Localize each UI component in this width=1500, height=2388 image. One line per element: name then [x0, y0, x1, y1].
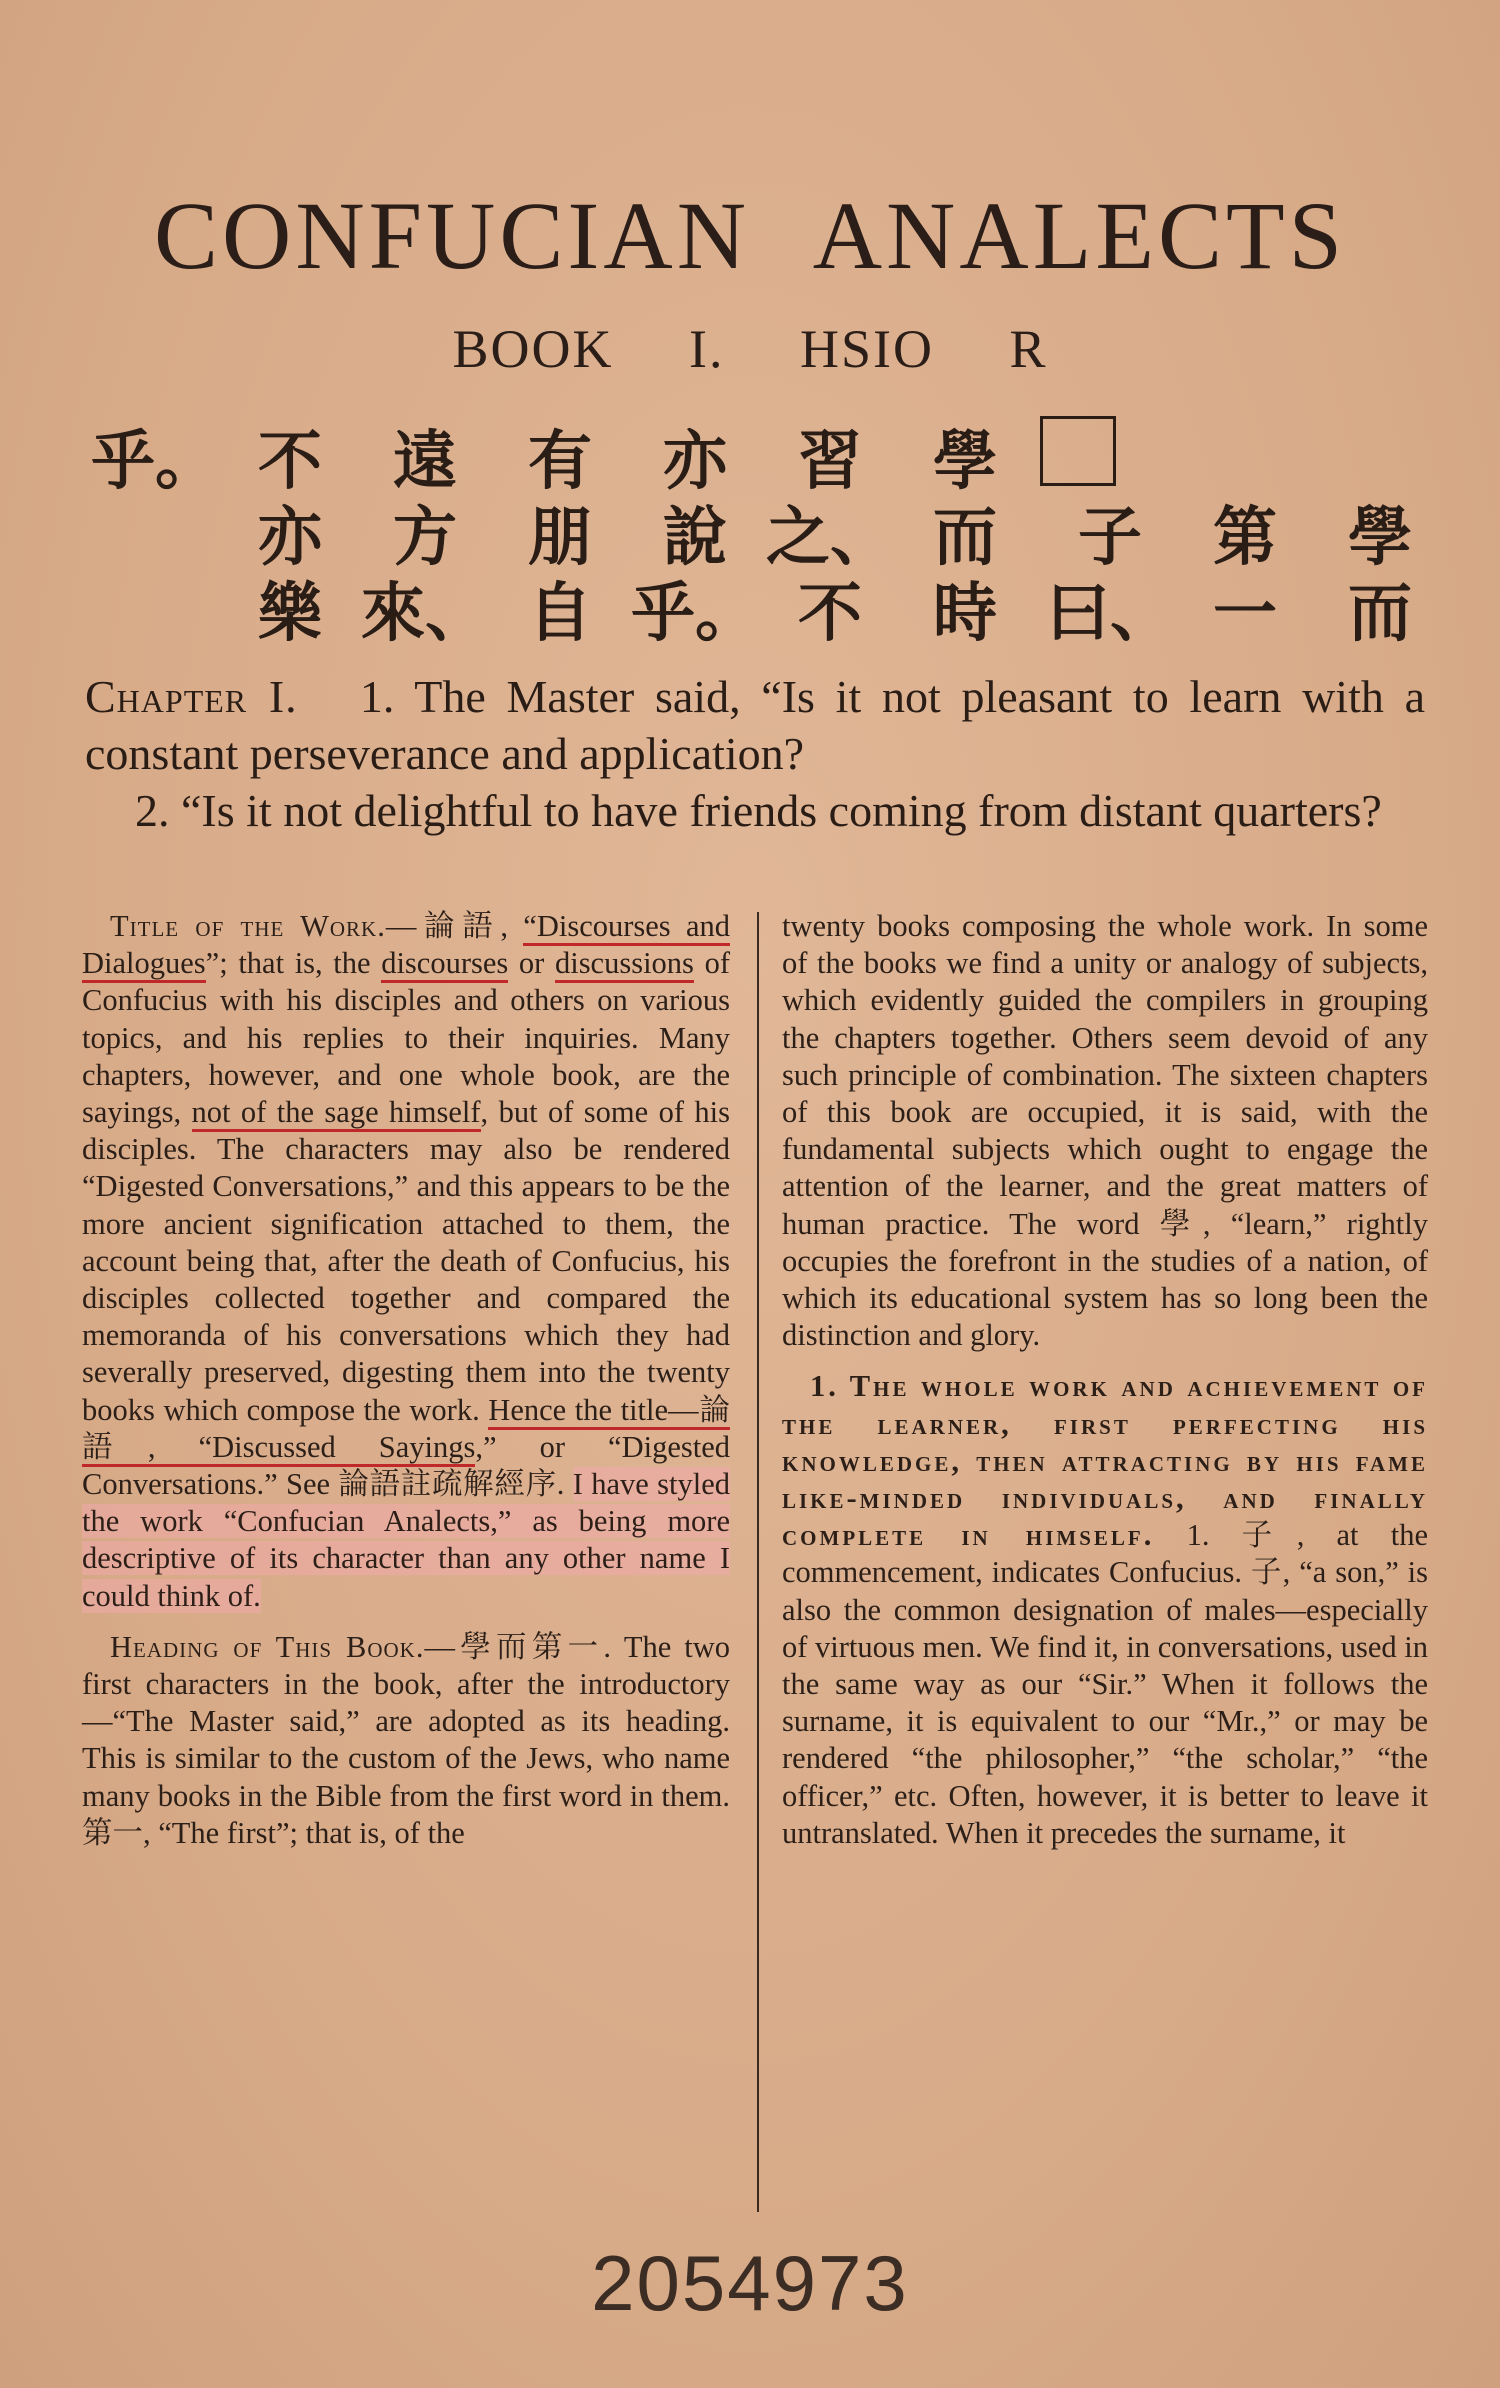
seal-glyph-icon	[1040, 416, 1116, 486]
chinese-char: 樂	[258, 577, 322, 651]
chinese-char: 一	[1213, 577, 1277, 651]
chinese-char: 第	[1213, 501, 1277, 575]
chinese-char: 遠	[393, 425, 457, 499]
chinese-char: 方	[393, 501, 457, 575]
section-heading: Heading of This Book.	[110, 1629, 425, 1664]
chinese-char: 習	[798, 425, 862, 499]
text-run: , but of some of his disciples. The characters may also be rendered “Digested Conversations,” and this appears to be the more ancient signification attached to them, the account being that, after the death of Confucius, his disciples collected together and compared the memoranda of his conversations which they had severally preserved, digesting them into the twenty books which compose the work.	[82, 1095, 730, 1427]
chinese-char: 朋	[528, 501, 592, 575]
chinese-char: 不	[798, 577, 862, 651]
chinese-text-block	[85, 410, 1425, 651]
chapter-text-1: 1. The Master said, “Is it not pleasant to learn with a constant perseverance and application?	[85, 671, 1426, 779]
chinese-char: 自	[528, 577, 592, 651]
commentary-section-1	[782, 1368, 1428, 1852]
section-heading: 1. The whole work and achievement of the learner, first perfecting his knowledge, then attracting by his fame like-minded individuals, and finally complete in himself.	[782, 1369, 1428, 1553]
section-heading: Title of the Work.	[110, 909, 386, 943]
book-subtitle: BOOK I. HSIO R	[452, 319, 1048, 379]
chinese-char: 學	[1348, 501, 1412, 575]
chinese-char: 曰、	[1046, 577, 1174, 651]
chapter-label: Chapter I.	[85, 671, 298, 722]
chinese-char: 不	[258, 425, 322, 499]
chinese-char: 乎。	[91, 425, 219, 499]
catalog-stamp-number: 2054973	[591, 2239, 909, 2327]
underlined-phrase: discussions	[555, 946, 694, 983]
chinese-char: 有	[528, 425, 592, 499]
chinese-char: 乎。	[631, 577, 759, 651]
underlined-phrase: Hence the title—論語, “Discussed Sayings	[82, 1393, 730, 1467]
chapter-intro	[85, 668, 1425, 839]
left-commentary-column	[82, 908, 730, 1858]
text-run: of Confucius with his disciples and others on various topics, and his replies to their inquiries. Many chapters, however, and one whole book, are the sayings,	[82, 946, 730, 1130]
commentary-title-of-work	[82, 908, 730, 1615]
chinese-char: 而	[933, 501, 997, 575]
chinese-char: 來、	[361, 577, 489, 651]
right-commentary-column	[782, 908, 1428, 1858]
chinese-char: 亦	[258, 501, 322, 575]
commentary-continued: twenty books composing the whole work. In some of the books we find a unity or analogy of subjects, which evidently guided the compilers in grouping the chapters together. Others seem devoid of any such principle of combination. The sixteen chapters of this book are occupied, it is said, with the fundamental subjects which ought to engage the attention of the learner, and the great matters of human practice. The word 學, “learn,” rightly occupies the forefront in the studies of a nation, of which its educational system has so long been the distinction and glory.	[782, 909, 1428, 1353]
chinese-char: 亦	[663, 425, 727, 499]
chinese-char: 說	[663, 501, 727, 575]
page-title: CONFUCIAN ANALECTS	[153, 182, 1347, 289]
text-run: ”; that is, the	[205, 946, 382, 981]
underlined-phrase: not of the sage himself	[192, 1095, 481, 1132]
text-run: or	[508, 946, 555, 981]
chinese-char: 學	[933, 425, 997, 499]
chinese-row-1	[85, 410, 1425, 499]
chinese-char: 之、	[766, 501, 894, 575]
text-run: —學而第一. The two first characters in the book, after the introductory—“The Master said,” are adopted as its heading. This is similar to the custom of the Jews, who name many books in the Bible from the first word in them. 第一, “The first”; that is, of the	[82, 1629, 730, 1850]
highlighted-passage: I have styled the work “Confucian Analects,” as being more descriptive of its character than any other name I could think of.	[82, 1467, 730, 1613]
chinese-char: 而	[1348, 577, 1412, 651]
underlined-phrase: “Discourses and Dialogues	[82, 909, 730, 983]
chapter-line-1	[85, 668, 1425, 782]
column-divider	[757, 912, 759, 2212]
commentary-heading-of-book	[82, 1629, 730, 1852]
chapter-text-2: 2. “Is it not delightful to have friends coming from distant quarters?	[135, 785, 1382, 836]
underlined-phrase: discourses	[381, 946, 508, 983]
chinese-char: 時	[933, 577, 997, 651]
chinese-char: 子	[1078, 501, 1142, 575]
chinese-row-2	[85, 486, 1425, 575]
text-run: ,” or “Digested Conversations.” See 論語註疏解經序.	[82, 1429, 730, 1502]
text-run: 1. 子, at the commencement, indicates Confucius. 子, “a son,” is also the common designation of males—especially of virtuous men. We find it, in conversations, used in the same way as our “Sir.” When it follows the surname, it is equivalent to our “Mr.,” or may be rendered “the philosopher,” “the scholar,” “the officer,” etc. Often, however, it is better to leave it untranslated. When it precedes the surname, it	[782, 1518, 1428, 1850]
chinese-row-3	[85, 562, 1425, 651]
text-run: —論語,	[385, 909, 524, 943]
